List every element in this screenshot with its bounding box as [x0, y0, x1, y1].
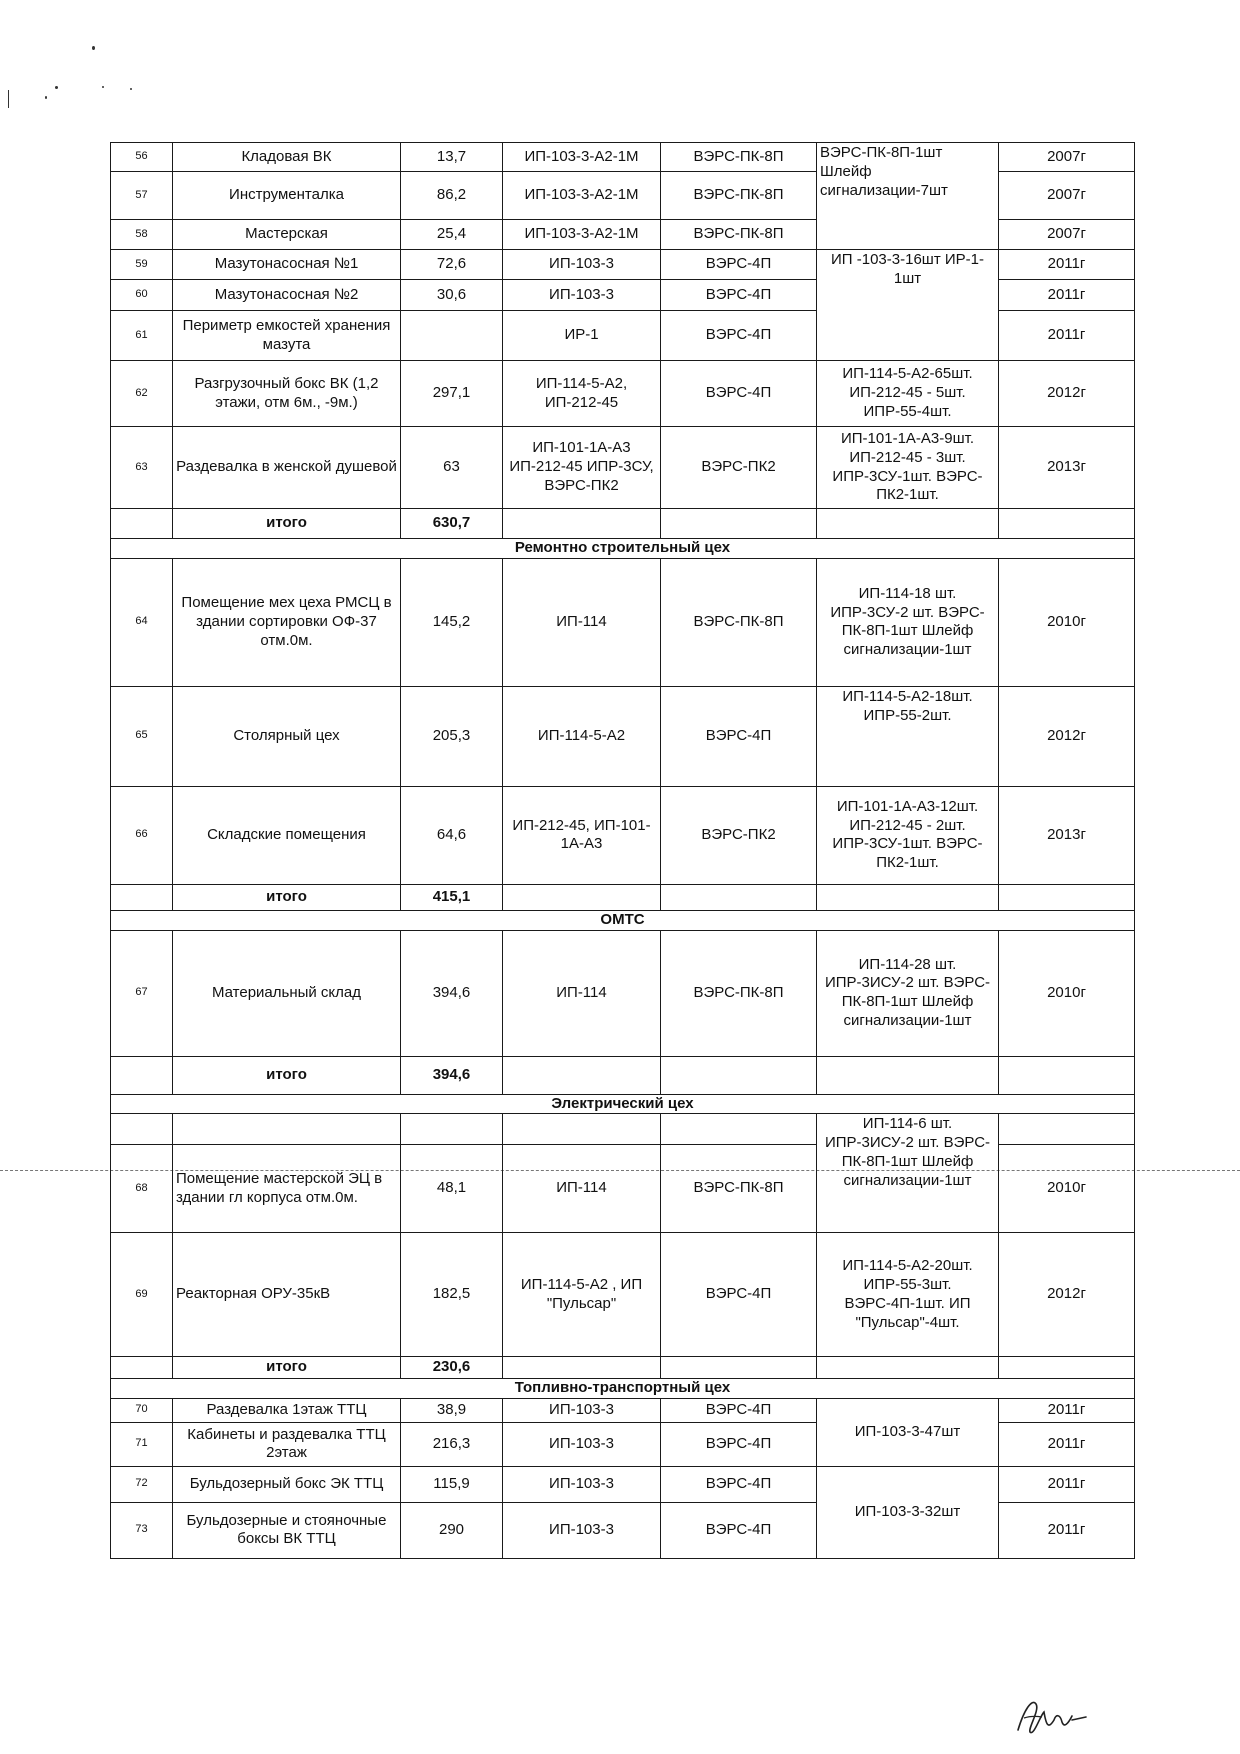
detector-type: ИП-101-1А-А3 ИП-212-45 ИПР-3СУ, ВЭРС-ПК2 — [503, 427, 661, 509]
table-row — [111, 427, 1135, 509]
row-number: 62 — [111, 361, 173, 427]
row-number: 70 — [111, 1398, 173, 1422]
equipment-note: ИП -103-3-16шт ИР-1-1шт — [817, 250, 999, 361]
install-year: 2012г — [999, 361, 1135, 427]
total-row — [111, 1357, 1135, 1379]
total-label: итого — [173, 1056, 401, 1094]
room-name: Реакторная ОРУ-35кВ — [173, 1233, 401, 1357]
device-type: ВЭРС-4П — [661, 1502, 817, 1558]
detector-type: ИП-103-3-А2-1М — [503, 220, 661, 250]
equipment-note: ИП-114-18 шт. ИПР-3СУ-2 шт. ВЭРС-ПК-8П-1шт Шлейф сигнализации-1шт — [817, 558, 999, 686]
table-row — [111, 250, 1135, 280]
detector-type: ИП-103-3-А2-1М — [503, 172, 661, 220]
section-header — [111, 1094, 1135, 1114]
detector-type: ИП-114 — [503, 558, 661, 686]
section-title: Электрический цех — [111, 1094, 1135, 1114]
room-area: 25,4 — [401, 220, 503, 250]
room-name: Материальный склад — [173, 930, 401, 1056]
install-year: 2010г — [999, 558, 1135, 686]
install-year: 2012г — [999, 686, 1135, 786]
detector-type: ИП-103-3 — [503, 1502, 661, 1558]
table-row — [111, 686, 1135, 786]
detector-type: ИП-114-5-А2, ИП-212-45 — [503, 361, 661, 427]
room-area: 38,9 — [401, 1398, 503, 1422]
detector-type: ИП-103-3-А2-1М — [503, 143, 661, 172]
detector-type: ИП-103-3 — [503, 280, 661, 311]
install-year: 2011г — [999, 1502, 1135, 1558]
install-year: 2007г — [999, 143, 1135, 172]
install-year: 2007г — [999, 172, 1135, 220]
total-area: 630,7 — [401, 509, 503, 539]
install-year: 2013г — [999, 786, 1135, 884]
table-row — [111, 558, 1135, 686]
room-area: 64,6 — [401, 786, 503, 884]
device-type: ВЭРС-4П — [661, 1398, 817, 1422]
device-type: ВЭРС-4П — [661, 1233, 817, 1357]
room-name: Кладовая ВК — [173, 143, 401, 172]
equipment-note: ИП-103-3-32шт — [817, 1466, 999, 1558]
equipment-note: ИП-114-5-А2-20шт. ИПР-55-3шт. ВЭРС-4П-1шт. ИП "Пульсар"-4шт. — [817, 1233, 999, 1357]
equipment-note: ИП-103-3-47шт — [817, 1398, 999, 1466]
room-area: 30,6 — [401, 280, 503, 311]
room-area: 145,2 — [401, 558, 503, 686]
total-area: 394,6 — [401, 1056, 503, 1094]
device-type: ВЭРС-ПК-8П — [661, 930, 817, 1056]
device-type: ВЭРС-ПК-8П — [661, 1145, 817, 1233]
equipment-note: ИП-114-6 шт. ИПР-3ИСУ-2 шт. ВЭРС-ПК-8П-1шт Шлейф сигнализации-1шт — [817, 1114, 999, 1233]
detector-type: ИП-103-3 — [503, 1422, 661, 1466]
section-title: Ремонтно строительный цех — [111, 539, 1135, 559]
row-number: 66 — [111, 786, 173, 884]
row-number: 60 — [111, 280, 173, 311]
room-area: 72,6 — [401, 250, 503, 280]
row-number: 69 — [111, 1233, 173, 1357]
detector-type: ИП-103-3 — [503, 1398, 661, 1422]
install-year: 2013г — [999, 427, 1135, 509]
install-year: 2010г — [999, 930, 1135, 1056]
table-row — [111, 1398, 1135, 1422]
handwritten-signature — [1010, 1690, 1100, 1740]
total-label: итого — [173, 884, 401, 910]
table-row — [111, 143, 1135, 172]
install-year: 2007г — [999, 220, 1135, 250]
equipment-table — [110, 142, 1135, 1559]
total-row — [111, 884, 1135, 910]
room-name: Периметр емкостей хранения мазута — [173, 311, 401, 361]
total-label: итого — [173, 509, 401, 539]
total-row — [111, 1056, 1135, 1094]
detector-type: ИП-103-3 — [503, 250, 661, 280]
room-area: 290 — [401, 1502, 503, 1558]
room-name: Мазутонасосная №2 — [173, 280, 401, 311]
room-area: 216,3 — [401, 1422, 503, 1466]
table-row — [111, 930, 1135, 1056]
room-area: 297,1 — [401, 361, 503, 427]
equipment-note: ИП-101-1А-А3-12шт. ИП-212-45 - 2шт. ИПР-3СУ-1шт. ВЭРС-ПК2-1шт. — [817, 786, 999, 884]
total-row — [111, 509, 1135, 539]
section-title: Топливно-транспортный цех — [111, 1379, 1135, 1399]
row-number: 59 — [111, 250, 173, 280]
device-type: ВЭРС-4П — [661, 311, 817, 361]
row-number: 61 — [111, 311, 173, 361]
install-year: 2012г — [999, 1233, 1135, 1357]
device-type: ВЭРС-4П — [661, 280, 817, 311]
room-name: Кабинеты и раздевалка ТТЦ 2этаж — [173, 1422, 401, 1466]
detector-type: ИП-212-45, ИП-101-1А-А3 — [503, 786, 661, 884]
detector-type: ИП-103-3 — [503, 1466, 661, 1502]
room-area: 182,5 — [401, 1233, 503, 1357]
table-row — [111, 786, 1135, 884]
room-area: 394,6 — [401, 930, 503, 1056]
total-area: 415,1 — [401, 884, 503, 910]
detector-type: ИП-114 — [503, 1145, 661, 1233]
device-type: ВЭРС-4П — [661, 1422, 817, 1466]
device-type: ВЭРС-4П — [661, 250, 817, 280]
room-name: Раздевалка в женской душевой — [173, 427, 401, 509]
equipment-note: ИП-114-5-А2-18шт. ИПР-55-2шт. — [817, 686, 999, 786]
room-area: 205,3 — [401, 686, 503, 786]
room-name: Столярный цех — [173, 686, 401, 786]
room-name: Помещение мастерской ЭЦ в здании гл корпуса отм.0м. — [173, 1145, 401, 1233]
install-year: 2011г — [999, 311, 1135, 361]
section-title: ОМТС — [111, 910, 1135, 930]
room-name: Бульдозерный бокс ЭК ТТЦ — [173, 1466, 401, 1502]
row-number: 57 — [111, 172, 173, 220]
room-name: Мазутонасосная №1 — [173, 250, 401, 280]
room-area: 48,1 — [401, 1145, 503, 1233]
install-year: 2010г — [999, 1145, 1135, 1233]
room-name: Раздевалка 1этаж ТТЦ — [173, 1398, 401, 1422]
room-name: Помещение мех цеха РМСЦ в здании сортировки ОФ-37 отм.0м. — [173, 558, 401, 686]
table-row — [111, 1466, 1135, 1502]
device-type: ВЭРС-ПК-8П — [661, 558, 817, 686]
row-number: 73 — [111, 1502, 173, 1558]
total-area: 230,6 — [401, 1357, 503, 1379]
install-year: 2011г — [999, 1466, 1135, 1502]
install-year: 2011г — [999, 250, 1135, 280]
detector-type: ИП-114-5-А2 — [503, 686, 661, 786]
device-type: ВЭРС-ПК-8П — [661, 143, 817, 172]
room-name: Инструменталка — [173, 172, 401, 220]
room-area — [401, 311, 503, 361]
room-area: 86,2 — [401, 172, 503, 220]
install-year: 2011г — [999, 280, 1135, 311]
install-year: 2011г — [999, 1422, 1135, 1466]
row-number: 67 — [111, 930, 173, 1056]
row-number: 71 — [111, 1422, 173, 1466]
row-number: 65 — [111, 686, 173, 786]
row-number: 64 — [111, 558, 173, 686]
detector-type: ИП-114-5-А2 , ИП "Пульсар" — [503, 1233, 661, 1357]
device-type: ВЭРС-ПК-8П — [661, 220, 817, 250]
room-area: 115,9 — [401, 1466, 503, 1502]
row-number: 72 — [111, 1466, 173, 1502]
section-header — [111, 1379, 1135, 1399]
row-number: 56 — [111, 143, 173, 172]
equipment-note: ИП-114-28 шт. ИПР-3ИСУ-2 шт. ВЭРС-ПК-8П-1шт Шлейф сигнализации-1шт — [817, 930, 999, 1056]
device-type: ВЭРС-ПК-8П — [661, 172, 817, 220]
section-header — [111, 910, 1135, 930]
room-area: 13,7 — [401, 143, 503, 172]
device-type: ВЭРС-4П — [661, 1466, 817, 1502]
device-type: ВЭРС-ПК2 — [661, 786, 817, 884]
blank-row — [111, 1114, 1135, 1145]
room-name: Разгрузочный бокс ВК (1,2 этажи, отм 6м., -9м.) — [173, 361, 401, 427]
row-number: 68 — [111, 1145, 173, 1233]
room-name: Мастерская — [173, 220, 401, 250]
device-type: ВЭРС-4П — [661, 686, 817, 786]
row-number: 63 — [111, 427, 173, 509]
row-number: 58 — [111, 220, 173, 250]
device-type: ВЭРС-ПК2 — [661, 427, 817, 509]
room-name: Бульдозерные и стояночные боксы ВК ТТЦ — [173, 1502, 401, 1558]
table-row — [111, 1233, 1135, 1357]
detector-type: ИП-114 — [503, 930, 661, 1056]
room-area: 63 — [401, 427, 503, 509]
table-row — [111, 361, 1135, 427]
device-type: ВЭРС-4П — [661, 361, 817, 427]
total-label: итого — [173, 1357, 401, 1379]
equipment-note: ИП-114-5-А2-65шт. ИП-212-45 - 5шт. ИПР-55-4шт. — [817, 361, 999, 427]
room-name: Складские помещения — [173, 786, 401, 884]
equipment-note: ВЭРС-ПК-8П-1шт Шлейф сигнализации-7шт — [817, 143, 999, 250]
equipment-note: ИП-101-1А-А3-9шт. ИП-212-45 - 3шт. ИПР-3СУ-1шт. ВЭРС-ПК2-1шт. — [817, 427, 999, 509]
install-year: 2011г — [999, 1398, 1135, 1422]
section-header — [111, 539, 1135, 559]
detector-type: ИР-1 — [503, 311, 661, 361]
